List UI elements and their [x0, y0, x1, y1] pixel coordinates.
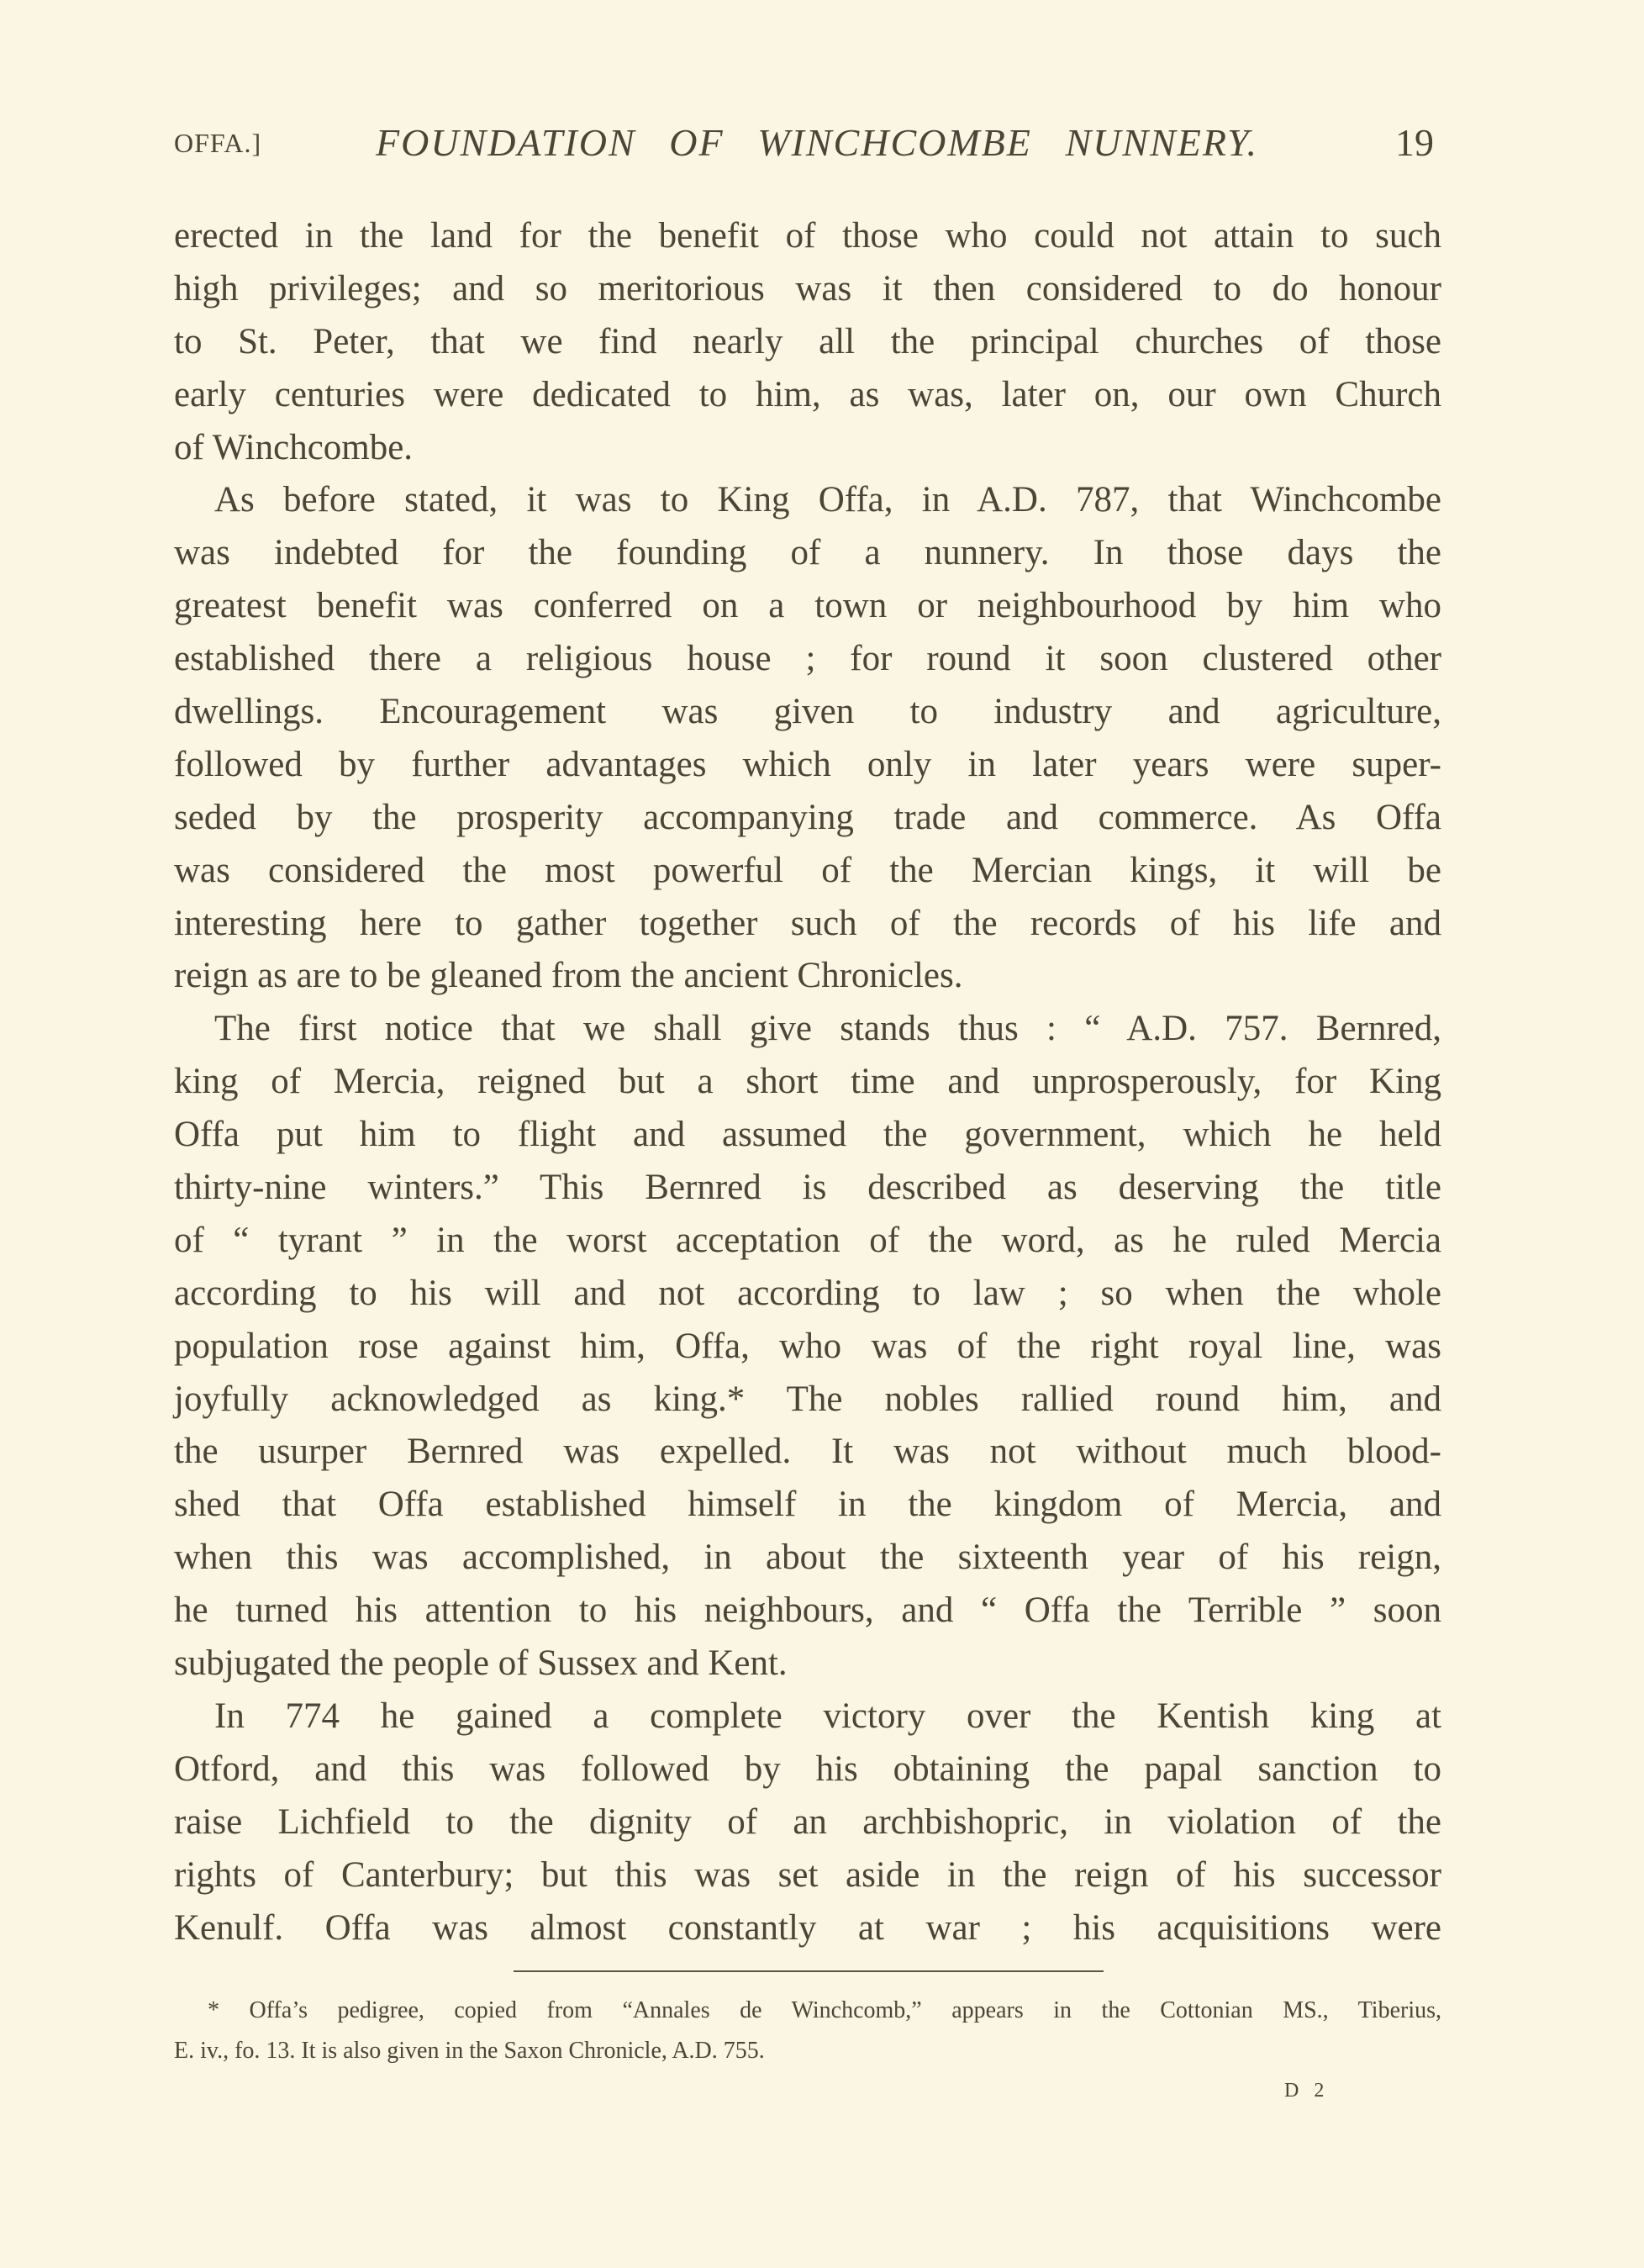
text-line: of “ tyrant ” in the worst acceptation of the word, as he ruled Mercia: [174, 1220, 1441, 1260]
footnote: [174, 1991, 1441, 2071]
text-line: early centuries were dedicated to him, as was, later on, our own Church: [174, 374, 1441, 414]
text-line: shed that Offa established himself in the kingdom of Mercia, and: [174, 1485, 1441, 1525]
paragraph: [174, 1003, 1441, 1690]
text-line: to St. Peter, that we find nearly all the principal churches of those: [174, 321, 1441, 361]
footnote-line: * Offa’s pedigree, copied from “Annales de Winchcomb,” appears in the Cottonian MS., Tiberius,: [208, 1997, 1441, 2023]
text-line: thirty-nine winters.” This Bernred is described as deserving the title: [174, 1168, 1441, 1208]
text-line: In 774 he gained a complete victory over the Kentish king at: [214, 1696, 1441, 1736]
text-line: The first notice that we shall give stands thus : “ A.D. 757. Bernred,: [214, 1009, 1441, 1049]
text-line: followed by further advantages which only in later years were super-: [174, 744, 1441, 784]
text-line: dwellings. Encouragement was given to industry and agriculture,: [174, 692, 1441, 732]
text-line: interesting here to gather together such of the records of his life and: [174, 903, 1441, 943]
running-title: FOUNDATION OF WINCHCOMBE NUNNERY.: [376, 121, 1258, 164]
text-line: according to his will and not according to law ; so when the whole: [174, 1273, 1441, 1313]
text-line: erected in the land for the benefit of those who could not attain to such: [174, 216, 1441, 256]
text-line: was considered the most powerful of the Mercian kings, it will be: [174, 850, 1441, 890]
text-line: established there a religious house ; for round it soon clustered other: [174, 639, 1441, 679]
text-line: reign as are to be gleaned from the ancient Chronicles.: [174, 956, 963, 996]
footnote-rule: [514, 1970, 1104, 1972]
text-line: was indebted for the founding of a nunnery. In those days the: [174, 533, 1441, 573]
text-line: As before stated, it was to King Offa, in A.D. 787, that Winchcombe: [214, 480, 1441, 520]
text-line: joyfully acknowledged as king.* The nobles rallied round him, and: [174, 1379, 1441, 1419]
text-line: rights of Canterbury; but this was set aside in the reign of his successor: [174, 1854, 1441, 1895]
text-line: high privileges; and so meritorious was it then considered to do honour: [174, 268, 1441, 309]
text-line: of Winchcombe.: [174, 427, 414, 467]
paragraph: [174, 210, 1441, 474]
body-text: [174, 210, 1441, 1954]
signature-mark: D 2: [1284, 2080, 1330, 2102]
running-head-left: OFFA.]: [174, 128, 262, 158]
text-line: the usurper Bernred was expelled. It was not without much blood-: [174, 1432, 1441, 1472]
text-line: subjugated the people of Sussex and Kent.: [174, 1643, 788, 1684]
page-number: 19: [1395, 121, 1434, 164]
text-line: raise Lichfield to the dignity of an archbishopric, in violation of the: [174, 1801, 1441, 1842]
footnote-line: E. iv., fo. 13. It is also given in the Saxon Chronicle, A.D. 755.: [174, 2038, 765, 2064]
text-line: population rose against him, Offa, who was of the right royal line, was: [174, 1326, 1441, 1366]
paragraph: [174, 1690, 1441, 1954]
text-line: greatest benefit was conferred on a town or neighbourhood by him who: [174, 586, 1441, 626]
text-line: Offa put him to flight and assumed the government, which he held: [174, 1115, 1441, 1155]
text-line: he turned his attention to his neighbours, and “ Offa the Terrible ” soon: [174, 1590, 1441, 1631]
paragraph: [174, 474, 1441, 1003]
text-line: Otford, and this was followed by his obtaining the papal sanction to: [174, 1748, 1441, 1789]
text-line: seded by the prosperity accompanying trade and commerce. As Offa: [174, 797, 1441, 837]
text-line: king of Mercia, reigned but a short time and unprosperously, for King: [174, 1062, 1441, 1102]
text-line: Kenulf. Offa was almost constantly at war ; his acquisitions were: [174, 1907, 1441, 1948]
text-line: when this was accomplished, in about the sixteenth year of his reign,: [174, 1537, 1441, 1578]
